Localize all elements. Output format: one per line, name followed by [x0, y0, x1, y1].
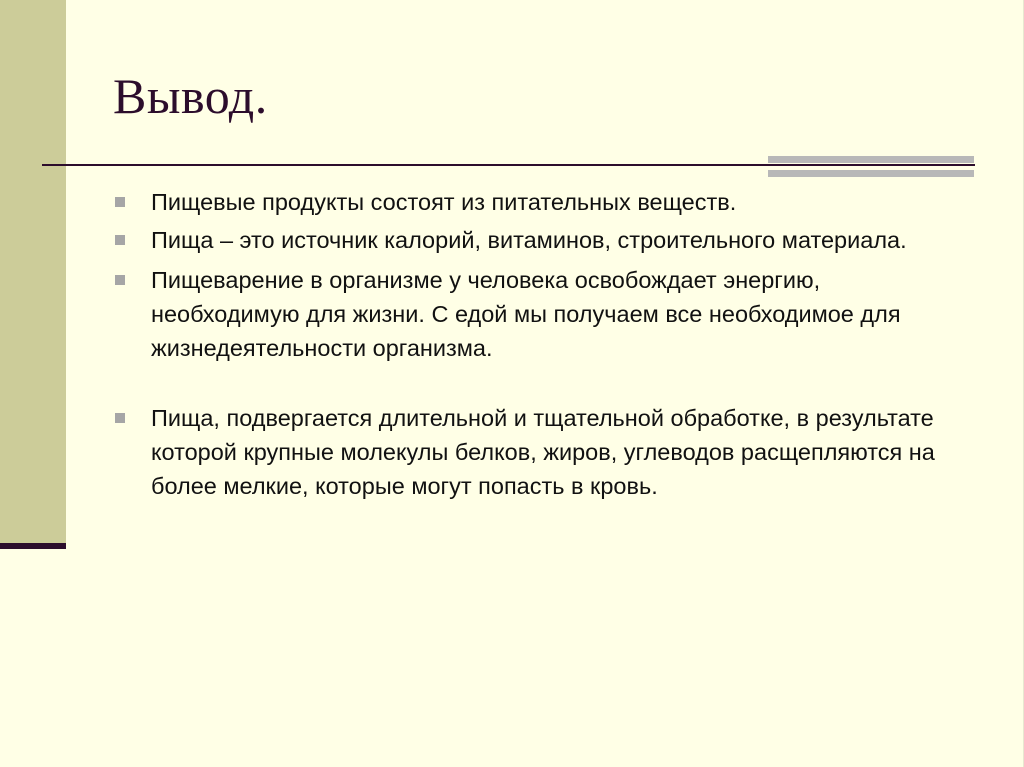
bullet-text: Пищеварение в организме у человека освобождает энергию, необходимую для жизни. С едой мы получаем все необходимое для жизнедеятельности организма.	[151, 267, 901, 361]
title-divider-accent-bottom	[768, 170, 974, 177]
square-bullet-icon	[115, 235, 125, 245]
bullet-text: Пища, подвергается длительной и тщательной обработке, в результате которой крупные молекулы белков, жиров, углеводов расщепляются на более мелкие, которые могут попасть в кровь.	[151, 405, 935, 499]
slide-title: Вывод.	[113, 68, 268, 124]
bullet-list	[114, 185, 974, 503]
square-bullet-icon	[115, 275, 125, 285]
left-decorative-band	[0, 0, 66, 545]
bullet-item	[114, 185, 974, 219]
title-divider	[42, 164, 975, 166]
square-bullet-icon	[115, 413, 125, 423]
title-divider-accent-top	[768, 156, 974, 163]
left-band-rule	[0, 543, 66, 549]
bullet-item	[114, 263, 974, 365]
bullet-item	[114, 223, 974, 257]
bullet-item	[114, 401, 974, 503]
square-bullet-icon	[115, 197, 125, 207]
bullet-text: Пища – это источник калорий, витаминов, строительного материала.	[151, 227, 907, 253]
bullet-text: Пищевые продукты состоят из питательных веществ.	[151, 189, 737, 215]
